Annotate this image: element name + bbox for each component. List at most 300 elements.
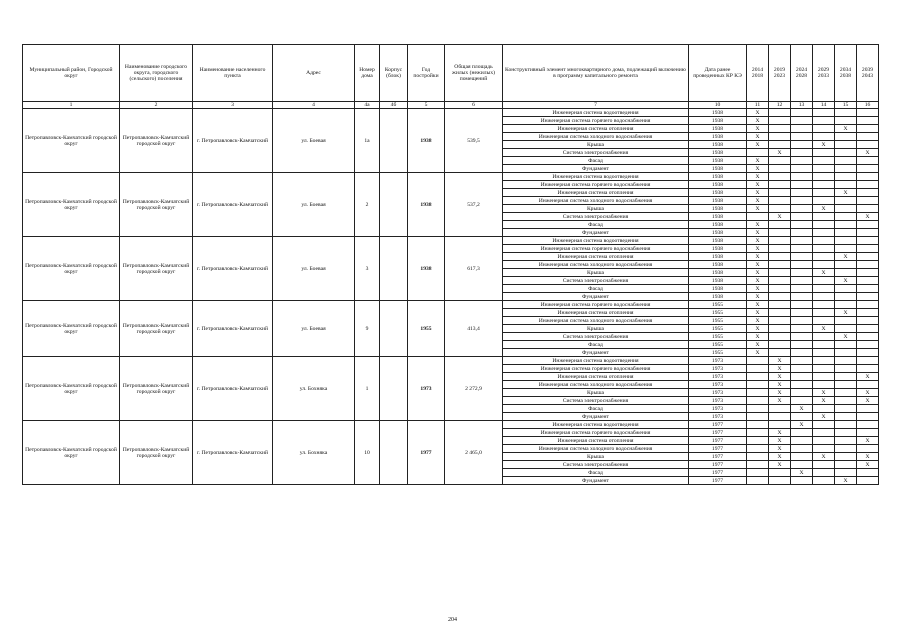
capital-repair-table (22, 44, 879, 485)
period-mark-cell (769, 141, 791, 149)
column-number: 2 (120, 102, 193, 109)
period-mark-cell: X (769, 397, 791, 405)
period-mark-cell (813, 365, 835, 373)
period-mark-cell (813, 405, 835, 413)
period-mark-cell (813, 133, 835, 141)
header-settlement: Наименование городского округа, городского (сельского) поселения (120, 45, 193, 102)
prior-repair-date-cell: 1938 (689, 133, 747, 141)
period-mark-cell (857, 205, 879, 213)
period-mark-cell (835, 317, 857, 325)
period-mark-cell: X (791, 421, 813, 429)
prior-repair-date-cell: 1938 (689, 125, 747, 133)
street-cell: ул. Боевая (273, 237, 355, 301)
period-mark-cell (835, 357, 857, 365)
period-mark-cell (857, 285, 879, 293)
header-period-2039: 2039 2043 (857, 45, 879, 102)
year-cell: 1977 (408, 421, 445, 485)
period-mark-cell (747, 213, 769, 221)
area-cell: 2 465,0 (445, 421, 503, 485)
element-cell: Крыша (503, 205, 689, 213)
column-number: 1 (23, 102, 120, 109)
period-mark-cell (769, 341, 791, 349)
column-number: 5 (408, 102, 445, 109)
period-mark-cell (835, 221, 857, 229)
period-mark-cell (857, 157, 879, 165)
period-mark-cell: X (747, 341, 769, 349)
period-mark-cell (791, 165, 813, 173)
element-cell: Фасад (503, 405, 689, 413)
period-mark-cell (791, 205, 813, 213)
street-cell: ул. Бохняка (273, 357, 355, 421)
period-mark-cell (791, 309, 813, 317)
period-mark-cell (813, 229, 835, 237)
prior-repair-date-cell: 1973 (689, 381, 747, 389)
period-mark-cell: X (813, 453, 835, 461)
district-cell: Петропавловск-Камчатский городской округ (23, 237, 120, 301)
period-mark-cell: X (747, 253, 769, 261)
period-mark-cell (791, 197, 813, 205)
period-mark-cell (857, 301, 879, 309)
period-mark-cell (747, 461, 769, 469)
element-cell: Инженерная система отопления (503, 373, 689, 381)
period-mark-cell (813, 429, 835, 437)
element-cell: Инженерная система горячего водоснабжения (503, 429, 689, 437)
period-mark-cell (769, 221, 791, 229)
period-mark-cell (747, 365, 769, 373)
prior-repair-date-cell: 1977 (689, 477, 747, 485)
element-cell: Инженерная система горячего водоснабжения (503, 181, 689, 189)
element-cell: Фундамент (503, 349, 689, 357)
period-mark-cell: X (747, 317, 769, 325)
period-mark-cell: X (791, 469, 813, 477)
period-mark-cell: X (813, 389, 835, 397)
locality-cell: г. Петропавловск-Камчатский (193, 173, 273, 237)
period-mark-cell (791, 341, 813, 349)
prior-repair-date-cell: 1977 (689, 421, 747, 429)
column-number: 4а (355, 102, 380, 109)
period-mark-cell (835, 141, 857, 149)
period-mark-cell: X (835, 253, 857, 261)
header-period-2024: 2024 2028 (791, 45, 813, 102)
period-mark-cell (791, 285, 813, 293)
period-mark-cell (813, 149, 835, 157)
prior-repair-date-cell: 1938 (689, 261, 747, 269)
period-mark-cell (813, 109, 835, 117)
period-mark-cell: X (747, 325, 769, 333)
period-mark-cell (747, 373, 769, 381)
period-mark-cell (813, 157, 835, 165)
period-mark-cell: X (747, 157, 769, 165)
period-mark-cell: X (835, 277, 857, 285)
period-mark-cell (769, 229, 791, 237)
period-mark-cell (813, 333, 835, 341)
period-mark-cell (857, 197, 879, 205)
period-mark-cell (747, 421, 769, 429)
period-mark-cell: X (747, 229, 769, 237)
period-mark-cell: X (747, 301, 769, 309)
element-cell: Инженерная система водоотведения (503, 237, 689, 245)
period-mark-cell (835, 429, 857, 437)
period-mark-cell (835, 269, 857, 277)
table-body (23, 109, 879, 485)
period-mark-cell (813, 173, 835, 181)
period-mark-cell (769, 109, 791, 117)
period-mark-cell: X (835, 333, 857, 341)
prior-repair-date-cell: 1938 (689, 229, 747, 237)
period-mark-cell: X (747, 261, 769, 269)
period-mark-cell (769, 237, 791, 245)
period-mark-cell (769, 133, 791, 141)
period-mark-cell (791, 373, 813, 381)
period-mark-cell (813, 357, 835, 365)
block-cell (380, 301, 408, 357)
table-row (23, 173, 879, 181)
period-mark-cell (791, 349, 813, 357)
period-mark-cell: X (835, 477, 857, 485)
prior-repair-date-cell: 1938 (689, 213, 747, 221)
period-mark-cell (791, 261, 813, 269)
element-cell: Фундамент (503, 165, 689, 173)
element-cell: Инженерная система отопления (503, 125, 689, 133)
element-cell: Инженерная система водоотведения (503, 357, 689, 365)
period-mark-cell (769, 301, 791, 309)
street-cell: ул. Боевая (273, 109, 355, 173)
period-mark-cell (769, 477, 791, 485)
period-mark-cell (791, 253, 813, 261)
period-mark-cell (791, 429, 813, 437)
element-cell: Инженерная система холодного водоснабжения (503, 445, 689, 453)
element-cell: Крыша (503, 389, 689, 397)
element-cell: Инженерная система холодного водоснабжения (503, 261, 689, 269)
element-cell: Инженерная система холодного водоснабжения (503, 317, 689, 325)
period-mark-cell (813, 165, 835, 173)
period-mark-cell (835, 373, 857, 381)
period-mark-cell: X (769, 453, 791, 461)
column-number: 7 (503, 102, 689, 109)
period-mark-cell (857, 261, 879, 269)
period-mark-cell (791, 461, 813, 469)
period-mark-cell (791, 229, 813, 237)
header-element: Конструктивный элемент многоквартирного дома, подлежащий включению в программу капитального ремонта (503, 45, 689, 102)
period-mark-cell (813, 293, 835, 301)
settlement-cell: Петропавловск-Камчатский городской округ (120, 301, 193, 357)
header-period-2014: 2014 2018 (747, 45, 769, 102)
period-mark-cell (769, 261, 791, 269)
prior-repair-date-cell: 1973 (689, 373, 747, 381)
year-cell: 1938 (408, 109, 445, 173)
period-mark-cell (857, 253, 879, 261)
house-number-cell: 1 (355, 357, 380, 421)
area-cell: 617,3 (445, 237, 503, 301)
element-cell: Инженерная система горячего водоснабжения (503, 117, 689, 125)
element-cell: Система электроснабжения (503, 397, 689, 405)
prior-repair-date-cell: 1938 (689, 205, 747, 213)
period-mark-cell: X (747, 269, 769, 277)
prior-repair-date-cell: 1973 (689, 405, 747, 413)
period-mark-cell (857, 141, 879, 149)
period-mark-cell (857, 181, 879, 189)
period-mark-cell (835, 149, 857, 157)
year-cell: 1973 (408, 357, 445, 421)
prior-repair-date-cell: 1938 (689, 237, 747, 245)
period-mark-cell (769, 125, 791, 133)
period-mark-cell: X (747, 221, 769, 229)
column-number: 11 (747, 102, 769, 109)
element-cell: Фундамент (503, 293, 689, 301)
period-mark-cell (857, 421, 879, 429)
element-cell: Крыша (503, 453, 689, 461)
period-mark-cell (791, 277, 813, 285)
period-mark-cell: X (857, 149, 879, 157)
period-mark-cell (791, 237, 813, 245)
period-mark-cell: X (769, 461, 791, 469)
period-mark-cell: X (857, 373, 879, 381)
period-mark-cell (813, 421, 835, 429)
period-mark-cell (813, 461, 835, 469)
period-mark-cell (813, 285, 835, 293)
period-mark-cell (769, 309, 791, 317)
period-mark-cell: X (769, 389, 791, 397)
period-mark-cell: X (747, 245, 769, 253)
prior-repair-date-cell: 1977 (689, 445, 747, 453)
table-row (23, 109, 879, 117)
period-mark-cell (791, 141, 813, 149)
element-cell: Инженерная система отопления (503, 253, 689, 261)
area-cell: 539,5 (445, 109, 503, 173)
period-mark-cell (747, 429, 769, 437)
column-number: 6 (445, 102, 503, 109)
area-cell: 537,2 (445, 173, 503, 237)
period-mark-cell (769, 181, 791, 189)
element-cell: Фундамент (503, 477, 689, 485)
period-mark-cell (791, 189, 813, 197)
period-mark-cell: X (769, 373, 791, 381)
prior-repair-date-cell: 1955 (689, 301, 747, 309)
period-mark-cell (857, 133, 879, 141)
period-mark-cell (835, 117, 857, 125)
column-number: 3 (193, 102, 273, 109)
header-period-2029: 2029 2033 (813, 45, 835, 102)
period-mark-cell (747, 413, 769, 421)
period-mark-cell (747, 437, 769, 445)
period-mark-cell (791, 221, 813, 229)
period-mark-cell (835, 389, 857, 397)
period-mark-cell (791, 125, 813, 133)
period-mark-cell: X (747, 285, 769, 293)
period-mark-cell (835, 285, 857, 293)
period-mark-cell (835, 381, 857, 389)
period-mark-cell (769, 317, 791, 325)
period-mark-cell: X (747, 125, 769, 133)
header-block: Корпус (блок) (380, 45, 408, 102)
header-prior-repair-date: Дата ранее проведенных КР КЭ (689, 45, 747, 102)
year-cell: 1938 (408, 173, 445, 237)
period-mark-cell (835, 261, 857, 269)
period-mark-cell (791, 325, 813, 333)
period-mark-cell (835, 365, 857, 373)
element-cell: Инженерная система водоотведения (503, 173, 689, 181)
period-mark-cell (857, 469, 879, 477)
period-mark-cell (835, 453, 857, 461)
street-cell: ул. Бохняка (273, 421, 355, 485)
element-cell: Инженерная система холодного водоснабжения (503, 197, 689, 205)
period-mark-cell: X (857, 461, 879, 469)
element-cell: Крыша (503, 141, 689, 149)
period-mark-cell: X (747, 333, 769, 341)
period-mark-cell (857, 277, 879, 285)
period-mark-cell (769, 205, 791, 213)
period-mark-cell (835, 181, 857, 189)
table-row (23, 421, 879, 429)
period-mark-cell: X (835, 309, 857, 317)
block-cell (380, 237, 408, 301)
house-number-cell: 2 (355, 173, 380, 237)
period-mark-cell (857, 245, 879, 253)
period-mark-cell (791, 117, 813, 125)
period-mark-cell (857, 237, 879, 245)
element-cell: Фасад (503, 469, 689, 477)
period-mark-cell (857, 405, 879, 413)
header-locality: Наименование населенного пункта (193, 45, 273, 102)
locality-cell: г. Петропавловск-Камчатский (193, 237, 273, 301)
prior-repair-date-cell: 1973 (689, 397, 747, 405)
period-mark-cell (857, 325, 879, 333)
period-mark-cell (791, 301, 813, 309)
area-cell: 413,4 (445, 301, 503, 357)
element-cell: Инженерная система отопления (503, 437, 689, 445)
house-number-cell: 10 (355, 421, 380, 485)
period-mark-cell: X (769, 381, 791, 389)
period-mark-cell: X (769, 429, 791, 437)
prior-repair-date-cell: 1938 (689, 221, 747, 229)
page-number: 204 (448, 617, 457, 623)
period-mark-cell (813, 125, 835, 133)
period-mark-cell (791, 357, 813, 365)
element-cell: Фасад (503, 285, 689, 293)
area-cell: 2 272,9 (445, 357, 503, 421)
period-mark-cell (857, 125, 879, 133)
prior-repair-date-cell: 1973 (689, 357, 747, 365)
period-mark-cell: X (813, 413, 835, 421)
period-mark-cell (857, 333, 879, 341)
year-cell: 1955 (408, 301, 445, 357)
period-mark-cell (769, 293, 791, 301)
settlement-cell: Петропавловск-Камчатский городской округ (120, 421, 193, 485)
element-cell: Фасад (503, 157, 689, 165)
district-cell: Петропавловск-Камчатский городской округ (23, 173, 120, 237)
period-mark-cell (857, 309, 879, 317)
period-mark-cell (835, 397, 857, 405)
period-mark-cell (857, 445, 879, 453)
period-mark-cell (835, 229, 857, 237)
header-year: Год постройки (408, 45, 445, 102)
period-mark-cell: X (747, 141, 769, 149)
period-mark-cell (835, 469, 857, 477)
period-mark-cell (747, 397, 769, 405)
period-mark-cell: X (747, 205, 769, 213)
header-house-number: Номер дома (355, 45, 380, 102)
period-mark-cell: X (747, 197, 769, 205)
element-cell: Система электроснабжения (503, 149, 689, 157)
locality-cell: г. Петропавловск-Камчатский (193, 357, 273, 421)
period-mark-cell (791, 437, 813, 445)
period-mark-cell (769, 165, 791, 173)
period-mark-cell (813, 213, 835, 221)
element-cell: Система электроснабжения (503, 461, 689, 469)
prior-repair-date-cell: 1955 (689, 309, 747, 317)
period-mark-cell (835, 349, 857, 357)
element-cell: Инженерная система водоотведения (503, 421, 689, 429)
block-cell (380, 421, 408, 485)
period-mark-cell (813, 261, 835, 269)
district-cell: Петропавловск-Камчатский городской округ (23, 109, 120, 173)
element-cell: Инженерная система горячего водоснабжения (503, 245, 689, 253)
period-mark-cell (813, 253, 835, 261)
period-mark-cell: X (769, 365, 791, 373)
period-mark-cell: X (769, 213, 791, 221)
period-mark-cell (813, 349, 835, 357)
period-mark-cell: X (747, 237, 769, 245)
period-mark-cell (857, 357, 879, 365)
period-mark-cell (791, 477, 813, 485)
period-mark-cell (813, 317, 835, 325)
period-mark-cell (769, 413, 791, 421)
period-mark-cell (835, 421, 857, 429)
house-number-cell: 1а (355, 109, 380, 173)
period-mark-cell (813, 277, 835, 285)
period-mark-cell (813, 197, 835, 205)
period-mark-cell (813, 445, 835, 453)
period-mark-cell (791, 269, 813, 277)
prior-repair-date-cell: 1955 (689, 317, 747, 325)
locality-cell: г. Петропавловск-Камчатский (193, 421, 273, 485)
period-mark-cell (857, 381, 879, 389)
column-number: 16 (857, 102, 879, 109)
prior-repair-date-cell: 1973 (689, 365, 747, 373)
prior-repair-date-cell: 1938 (689, 245, 747, 253)
block-cell (380, 357, 408, 421)
period-mark-cell (813, 477, 835, 485)
period-mark-cell (791, 109, 813, 117)
period-mark-cell (769, 469, 791, 477)
district-cell: Петропавловск-Камчатский городской округ (23, 301, 120, 357)
period-mark-cell (791, 245, 813, 253)
period-mark-cell (813, 469, 835, 477)
period-mark-cell (813, 221, 835, 229)
period-mark-cell: X (791, 405, 813, 413)
period-mark-cell (791, 133, 813, 141)
period-mark-cell (747, 453, 769, 461)
street-cell: ул. Боевая (273, 173, 355, 237)
locality-cell: г. Петропавловск-Камчатский (193, 301, 273, 357)
period-mark-cell: X (747, 293, 769, 301)
period-mark-cell (835, 301, 857, 309)
element-cell: Система электроснабжения (503, 333, 689, 341)
period-mark-cell: X (769, 149, 791, 157)
period-mark-cell (813, 381, 835, 389)
prior-repair-date-cell: 1955 (689, 333, 747, 341)
period-mark-cell (835, 205, 857, 213)
prior-repair-date-cell: 1938 (689, 293, 747, 301)
period-mark-cell (813, 245, 835, 253)
period-mark-cell (791, 389, 813, 397)
prior-repair-date-cell: 1938 (689, 277, 747, 285)
prior-repair-date-cell: 1938 (689, 197, 747, 205)
period-mark-cell (769, 421, 791, 429)
column-number: 12 (769, 102, 791, 109)
prior-repair-date-cell: 1938 (689, 109, 747, 117)
period-mark-cell (747, 405, 769, 413)
